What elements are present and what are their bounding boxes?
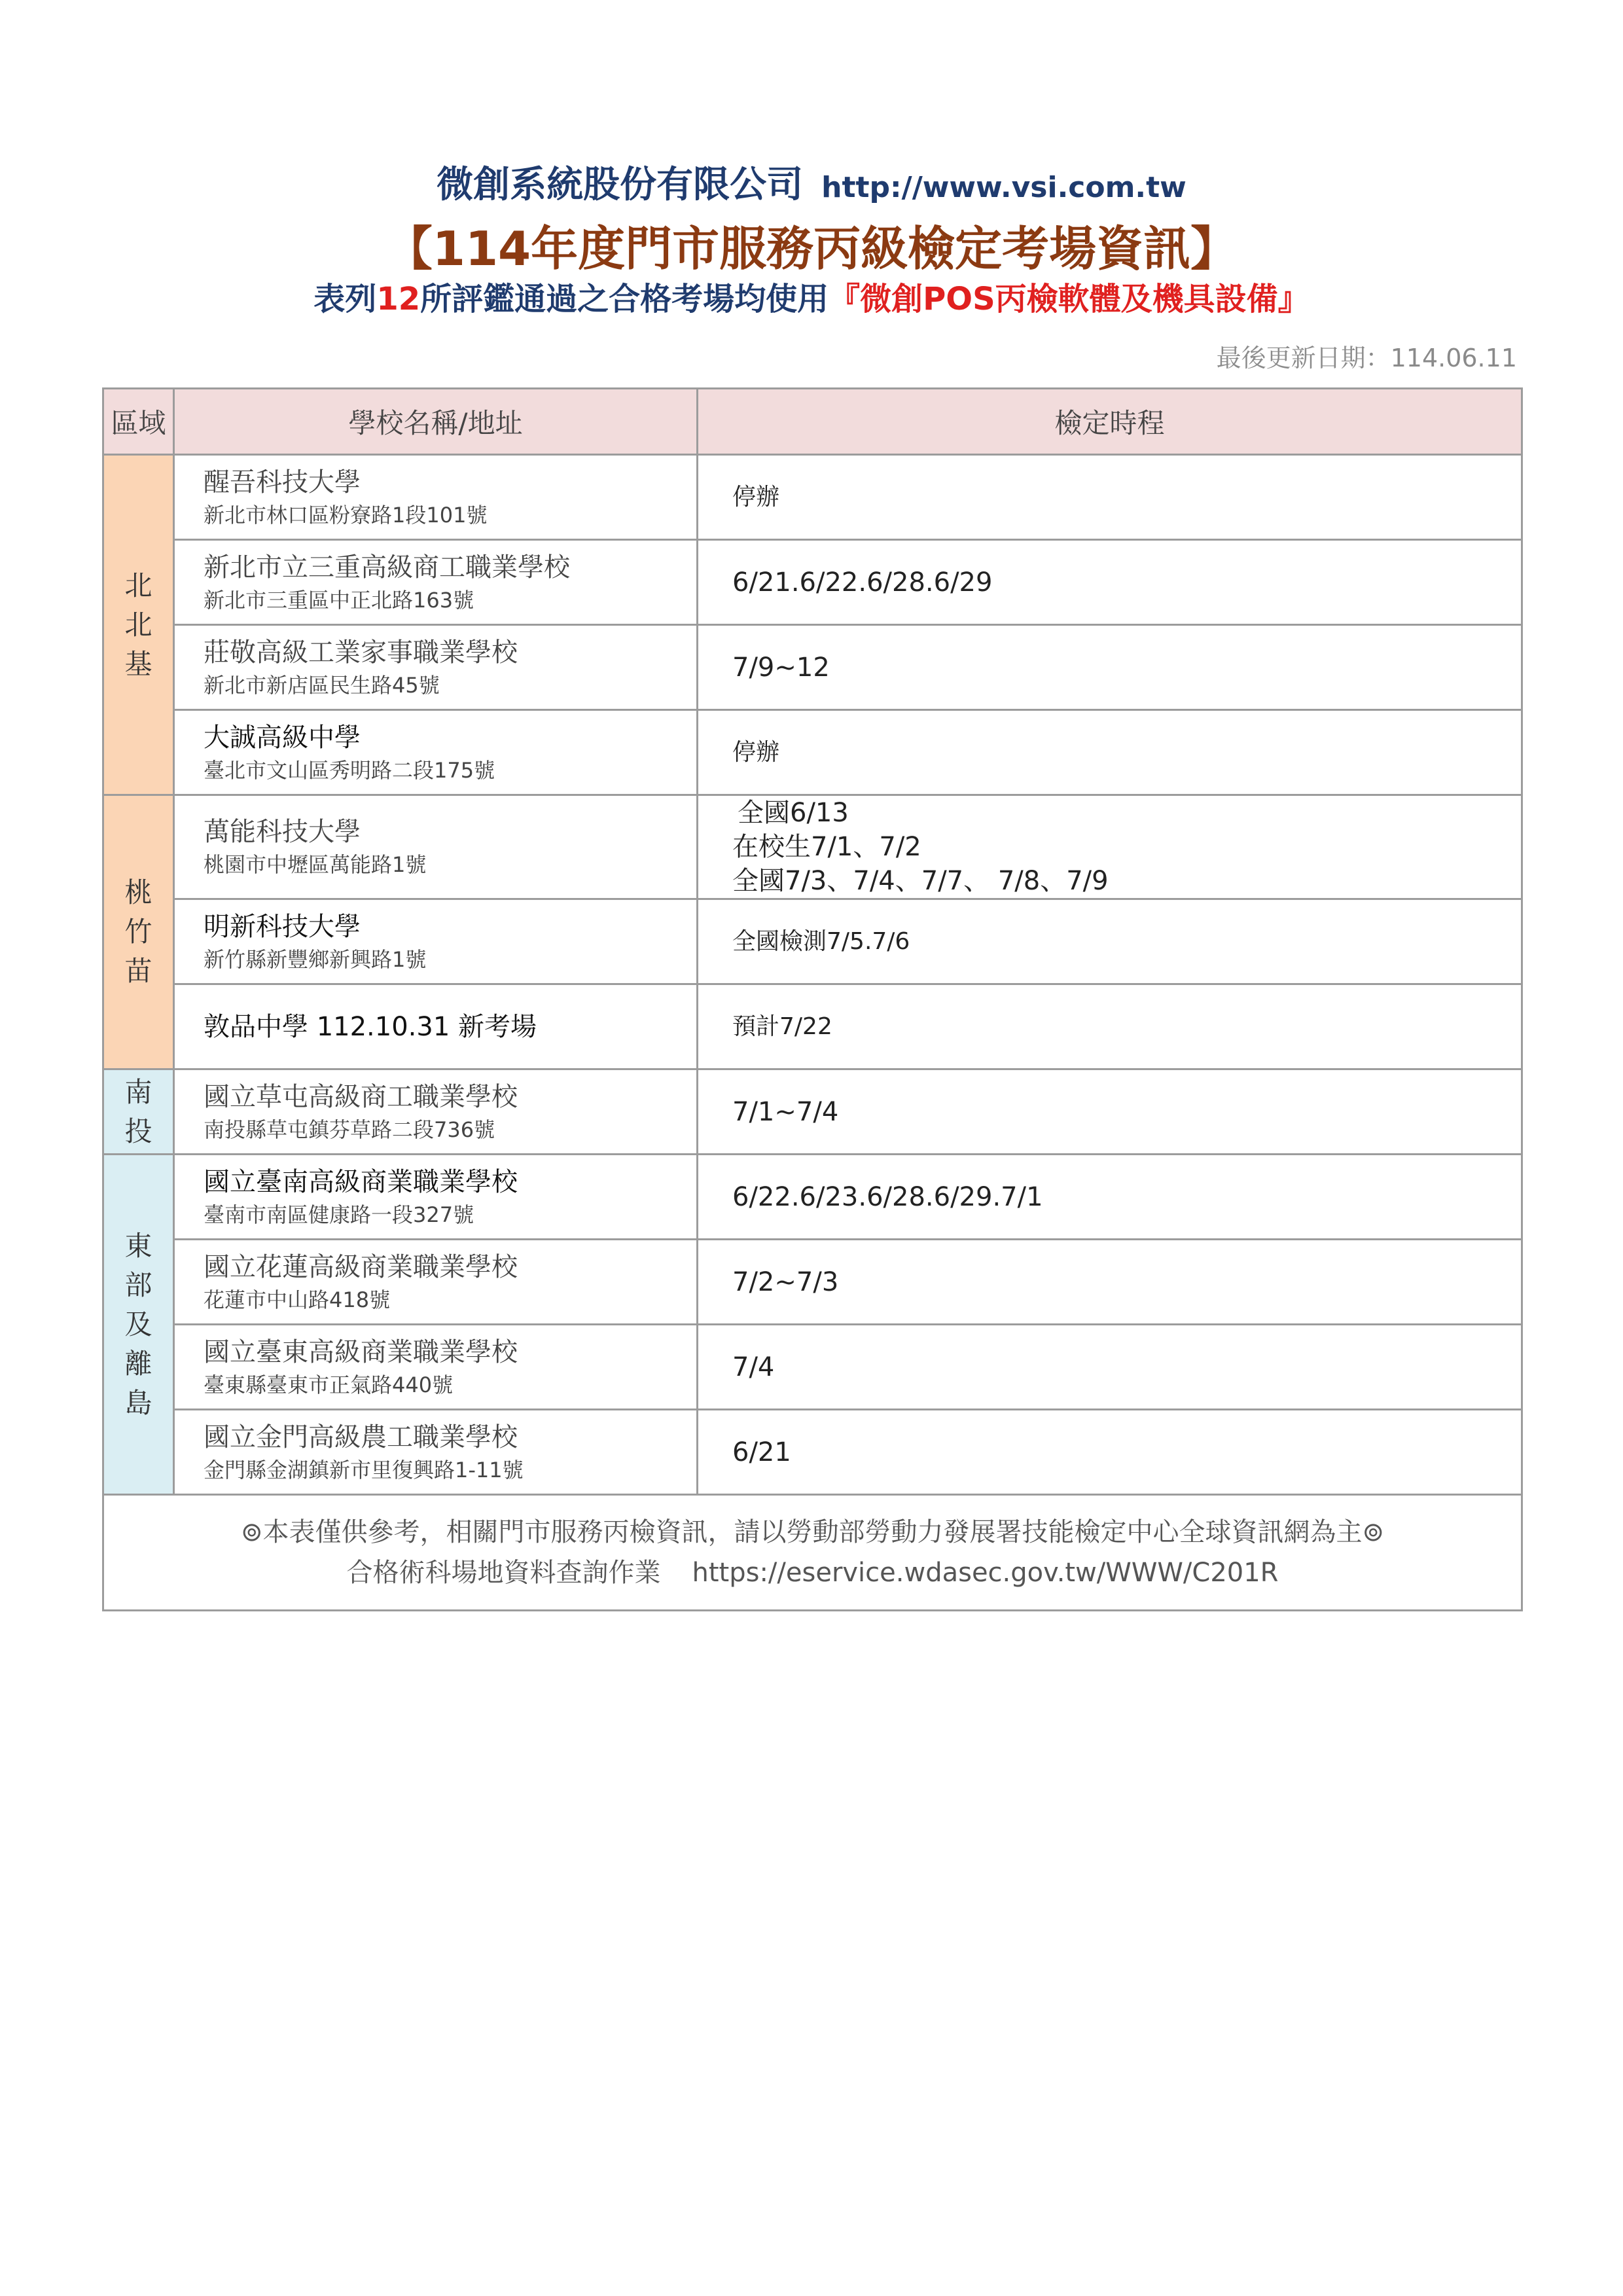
school-name: 明新科技大學 [204, 911, 361, 942]
region-char: 及 [124, 1308, 152, 1340]
schedule-cell [698, 455, 1522, 540]
school-name: 莊敬高級工業家事職業學校 [204, 637, 518, 668]
footer-query-line [104, 1552, 1521, 1593]
school-address: 花蓮市中山路418號 [204, 1287, 391, 1312]
school-name: 醒吾科技大學 [204, 467, 361, 497]
region-char: 投 [124, 1115, 152, 1147]
school-cell [174, 1155, 698, 1240]
schedule-text: 在校生7/1、7/2 [732, 832, 921, 862]
region-char: 東 [124, 1229, 152, 1262]
schedule-text: 停辦 [732, 483, 780, 511]
school-name: 敦品中學 112.10.31 新考場 [204, 1011, 537, 1042]
table-row [103, 1325, 1522, 1410]
school-cell [174, 1410, 698, 1495]
table-row [103, 984, 1522, 1069]
school-address: 金門縣金湖鎮新市里復興路1-11號 [204, 1457, 524, 1482]
column-header-schedule: 檢定時程 [698, 389, 1522, 455]
schedule-cell [698, 625, 1522, 710]
table-header-row [103, 389, 1522, 455]
school-address: 新北市三重區中正北路163號 [204, 587, 474, 613]
table-row [103, 455, 1522, 540]
school-name: 國立草屯高級商工職業學校 [204, 1081, 518, 1112]
school-address: 臺南市南區健康路一段327號 [204, 1202, 474, 1227]
school-address: 新北市林口區粉寮路1段101號 [204, 502, 488, 528]
schedule-text: 7/9~12 [732, 652, 830, 683]
schedule-cell [698, 1325, 1522, 1410]
school-cell [174, 1240, 698, 1325]
school-cell [174, 984, 698, 1069]
school-name: 大誠高級中學 [204, 722, 361, 753]
subtitle-prefix: 表列 [313, 281, 377, 317]
company-name: 微創系統股份有限公司 [437, 164, 804, 206]
schedule-text: 7/4 [732, 1352, 775, 1382]
school-address: 桃園市中壢區萬能路1號 [204, 852, 427, 877]
company-line [0, 156, 1623, 208]
region-char: 竹 [124, 916, 152, 948]
region-char: 苗 [124, 955, 152, 987]
region-char: 北 [124, 608, 152, 641]
region-char: 島 [124, 1386, 152, 1419]
table-footer-row [103, 1495, 1522, 1611]
region-char: 基 [124, 647, 152, 680]
region-char: 南 [124, 1075, 152, 1108]
school-cell [174, 899, 698, 984]
region-char: 桃 [124, 876, 152, 908]
footer-query-url-link[interactable]: https://eservice.wdasec.gov.tw/WWW/C201R [692, 1558, 1279, 1588]
schedule-cell [698, 795, 1522, 899]
schedule-cell [698, 710, 1522, 795]
column-header-school: 學校名稱/地址 [174, 389, 698, 455]
school-name: 國立臺東高級商業職業學校 [204, 1336, 518, 1367]
table-row [103, 1410, 1522, 1495]
region-cell-nantou [103, 1069, 174, 1155]
schedule-cell [698, 1155, 1522, 1240]
school-address: 南投縣草屯鎮芬草路二段736號 [204, 1117, 495, 1142]
subtitle [0, 274, 1623, 319]
schedule-cell [698, 1069, 1522, 1155]
table-row [103, 899, 1522, 984]
school-cell [174, 455, 698, 540]
schedule-text: 6/22.6/23.6/28.6/29.7/1 [732, 1181, 1043, 1212]
schedule-cell [698, 540, 1522, 625]
school-cell [174, 1325, 698, 1410]
schedule-cell [698, 1410, 1522, 1495]
table-row [103, 1155, 1522, 1240]
school-address: 新竹縣新豐鄉新興路1號 [204, 946, 427, 972]
school-name: 國立金門高級農工職業學校 [204, 1422, 518, 1452]
footer-disclaimer: ⊚本表僅供參考，相關門市服務丙檢資訊，請以勞動部勞動力發展署技能檢定中心全球資訊網為主⊚ [240, 1517, 1385, 1547]
schedule-cell [698, 1240, 1522, 1325]
region-char: 北 [124, 569, 152, 601]
table-row [103, 710, 1522, 795]
column-header-region: 區域 [103, 389, 174, 455]
table-row [103, 540, 1522, 625]
school-cell [174, 1069, 698, 1155]
school-name: 國立花蓮高級商業職業學校 [204, 1251, 518, 1282]
school-cell [174, 540, 698, 625]
subtitle-highlight: 『微創POS丙檢軟體及機具設備』 [829, 281, 1310, 317]
region-cell-east-islands [103, 1155, 174, 1495]
school-name: 新北市立三重高級商工職業學校 [204, 552, 570, 583]
schedule-text: 6/21.6/22.6/28.6/29 [732, 567, 993, 598]
schedule-text: 全國7/3、7/4、7/7、 7/8、7/9 [732, 866, 1109, 896]
school-name: 國立臺南高級商業職業學校 [204, 1166, 518, 1197]
school-cell [174, 625, 698, 710]
subtitle-count: 12 [376, 281, 421, 317]
school-name: 萬能科技大學 [204, 817, 361, 847]
schedule-text: 6/21 [732, 1437, 791, 1467]
school-address: 臺東縣臺東市正氣路440號 [204, 1372, 454, 1397]
schedule-text: 全國6/13 [738, 798, 849, 828]
schedule-cell [698, 984, 1522, 1069]
region-cell-taozhumiao [103, 795, 174, 1069]
school-cell [174, 795, 698, 899]
schedule-text: 7/2~7/3 [732, 1266, 839, 1297]
schedule-text: 7/1~7/4 [732, 1096, 839, 1127]
region-char: 部 [124, 1268, 152, 1301]
table-row [103, 625, 1522, 710]
schedule-text: 預計7/22 [732, 1013, 832, 1040]
company-url-link[interactable]: http://www.vsi.com.tw [821, 171, 1186, 204]
school-address: 臺北市文山區秀明路二段175號 [204, 757, 495, 783]
schedule-cell [698, 899, 1522, 984]
school-cell [174, 710, 698, 795]
region-char: 離 [124, 1347, 152, 1380]
table-footer-note [103, 1495, 1522, 1611]
table-row [103, 795, 1522, 899]
last-updated-date: 最後更新日期：114.06.11 [1216, 344, 1517, 372]
schedule-text: 全國檢測7/5.7/6 [732, 927, 910, 955]
region-cell-north [103, 455, 174, 795]
table-row [103, 1069, 1522, 1155]
page-title: 【114年度門市服務丙級檢定考場資訊】 [385, 221, 1238, 276]
footer-query-label: 合格術科場地資料查詢作業 [346, 1558, 661, 1588]
schedule-text: 停辦 [732, 738, 780, 766]
subtitle-middle: 所評鑑通過之合格考場均使用 [420, 281, 829, 317]
table-row [103, 1240, 1522, 1325]
exam-venue-table [102, 387, 1523, 1611]
school-address: 新北市新店區民生路45號 [204, 672, 440, 698]
